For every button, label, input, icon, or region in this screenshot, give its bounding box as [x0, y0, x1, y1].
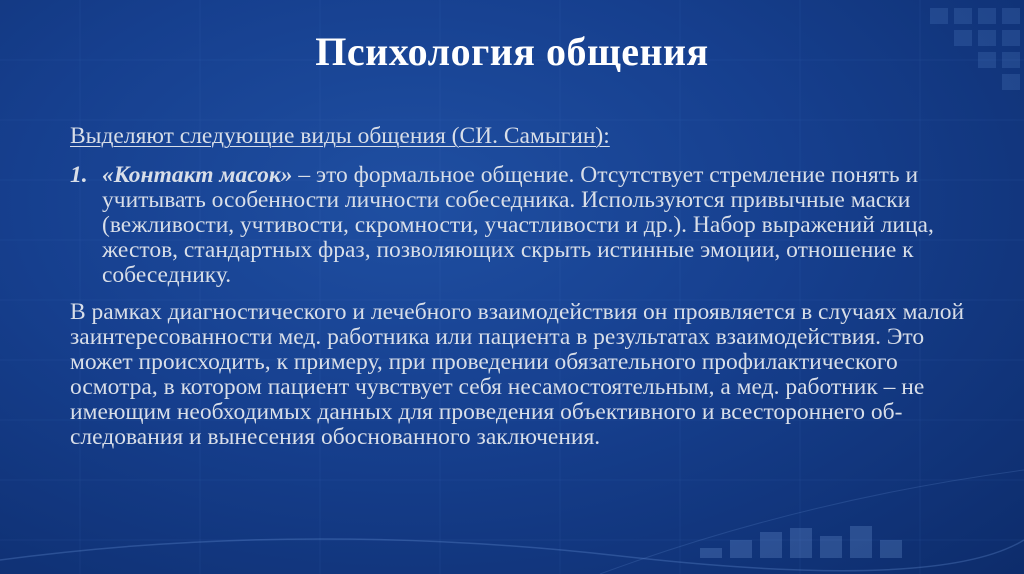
- slide-title: Психология общения: [315, 29, 709, 74]
- list-item-term: «Контакт масок»: [102, 162, 293, 188]
- list-item: [70, 163, 975, 288]
- list-item-number: 1.: [70, 162, 88, 188]
- intro-line: Выделяют следующие виды общения (СИ. Самыгин):: [70, 123, 610, 149]
- list-item-body: [102, 163, 975, 288]
- list-item-text: – это формальное общение. Отсутствует стремление понять и учитывать особенности личности собеседника. Используются привычные маски (вежливости, учтивости, скромности, участливости и др.). Набор выражений лица, жестов, стандартных фраз, позволяющих скрыть истинные эмоции, отношение к собеседнику.: [102, 162, 934, 288]
- slide-content: [70, 124, 975, 450]
- body-paragraph: В рамках диагностического и лечебного взаимодействия он проявляется в случаях малой заинтересованности мед. работника или пациента в результатах взаимодействия. Это может происходить, к примеру, при проведении обязательного профилактического осмотра, в котором пациент чувствует себя несамостоятельным, а мед. работник – не имеющим необходимых данных для проведения объективного и всестороннего об-следования и вынесения обоснованного заключения.: [70, 299, 965, 450]
